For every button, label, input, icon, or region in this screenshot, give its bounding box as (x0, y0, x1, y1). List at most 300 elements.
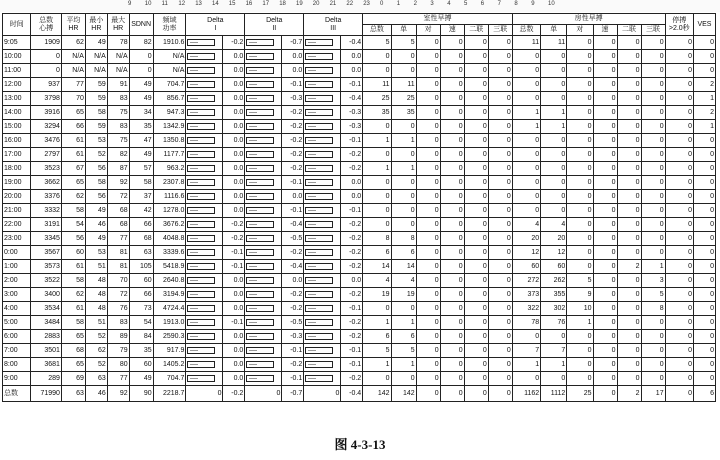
cell-frequency-power: 856.7 (153, 92, 186, 106)
delta-trend-box (304, 92, 341, 106)
cell-ves: 0 (693, 134, 715, 148)
cell-delta-1: 0.0 (223, 148, 245, 162)
cell-delta-3: -0.4 (341, 36, 363, 50)
cell-supraventricular: 60 (512, 260, 540, 274)
cell-ves: 0 (693, 246, 715, 260)
cell-avg-hr: 67 (61, 162, 85, 176)
cell-sdnn: 66 (129, 288, 153, 302)
cell-avg-hr: 60 (61, 246, 85, 260)
cell-min-hr: N/A (85, 64, 107, 78)
cell-frequency-power: 1116.6 (153, 190, 186, 204)
cell-supraventricular: 0 (593, 330, 617, 344)
cell-delta-1: 0.0 (223, 92, 245, 106)
cell-supraventricular: 0 (512, 78, 540, 92)
delta-trend-icon (187, 375, 215, 382)
cell-pause: 0 (665, 64, 693, 78)
cell-ventricular: 0 (416, 358, 440, 372)
cell-max-hr: 76 (107, 302, 129, 316)
cell-ves: 0 (693, 50, 715, 64)
cell-ves: 0 (693, 36, 715, 50)
cell-ventricular: 19 (363, 288, 391, 302)
delta-trend-box (186, 36, 223, 50)
cell-ventricular: 0 (488, 92, 512, 106)
cell-ventricular: 1 (363, 316, 391, 330)
table-row (3, 330, 716, 344)
cell-supraventricular: 0 (617, 302, 641, 316)
table-row (3, 302, 716, 316)
cell-supraventricular: 0 (641, 64, 665, 78)
cell-supraventricular: 76 (541, 316, 567, 330)
ruler-tick-label: 21 (329, 1, 337, 7)
cell-supraventricular: 0 (593, 120, 617, 134)
cell-ventricular: 0 (416, 162, 440, 176)
cell-frequency-power: 1405.2 (153, 358, 186, 372)
cell-frequency-power: N/A (153, 50, 186, 64)
cell-max-hr: N/A (107, 50, 129, 64)
cell-supraventricular: 322 (512, 302, 540, 316)
cell-beats: 3681 (31, 358, 62, 372)
cell-supraventricular: 0 (593, 288, 617, 302)
cell-ventricular: 0 (440, 120, 464, 134)
cell-supraventricular: 7 (512, 344, 540, 358)
cell-avg-hr: 62 (61, 288, 85, 302)
cell-ves: 0 (693, 190, 715, 204)
cell-sdnn: 82 (129, 36, 153, 50)
cell-delta-3: -0.2 (341, 232, 363, 246)
cell-ventricular: 14 (391, 260, 416, 274)
cell-avg-hr: 56 (61, 232, 85, 246)
delta-trend-icon (246, 109, 274, 116)
table-row (3, 372, 716, 386)
cell-total-ventricular: 0 (464, 386, 488, 402)
cell-total-ventricular: 0 (440, 386, 464, 402)
delta-trend-box (186, 204, 223, 218)
table-row (3, 134, 716, 148)
delta-trend-icon (246, 305, 274, 312)
cell-ventricular: 0 (464, 358, 488, 372)
cell-delta-1: 0.0 (223, 106, 245, 120)
delta-trend-icon (246, 165, 274, 172)
ruler-tick-label: 6 (480, 1, 485, 7)
delta-trend-icon (187, 291, 215, 298)
cell-min-hr: 58 (85, 176, 107, 190)
cell-delta-2: -0.2 (282, 288, 304, 302)
cell-ventricular: 0 (416, 204, 440, 218)
cell-pause: 0 (665, 358, 693, 372)
cell-beats: 3522 (31, 274, 62, 288)
cell-ventricular: 0 (464, 246, 488, 260)
cell-avg-hr: 61 (61, 148, 85, 162)
cell-delta-1: 0.0 (223, 162, 245, 176)
cell-supraventricular: 0 (567, 120, 593, 134)
cell-ventricular: 0 (488, 246, 512, 260)
cell-supraventricular: 0 (541, 148, 567, 162)
cell-sdnn: 105 (129, 260, 153, 274)
cell-time: 21:00 (3, 204, 31, 218)
cell-ventricular: 5 (391, 344, 416, 358)
ruler-tick-label: 16 (245, 1, 253, 7)
cell-ventricular: 0 (440, 50, 464, 64)
cell-ventricular: 0 (464, 372, 488, 386)
header-delta-3: Delta III (304, 14, 363, 36)
cell-max-hr: 70 (107, 274, 129, 288)
delta-trend-box (245, 36, 282, 50)
delta-trend-icon (246, 81, 274, 88)
cell-min-hr: 62 (85, 344, 107, 358)
cell-ventricular: 0 (488, 288, 512, 302)
cell-supraventricular: 0 (641, 358, 665, 372)
cell-ventricular: 0 (416, 344, 440, 358)
cell-supraventricular: 0 (567, 106, 593, 120)
cell-avg-hr: 65 (61, 330, 85, 344)
cell-max-hr: 83 (107, 316, 129, 330)
cell-supraventricular: 0 (617, 358, 641, 372)
cell-ventricular: 0 (416, 64, 440, 78)
cell-ventricular: 1 (363, 162, 391, 176)
cell-delta-2: -0.4 (282, 218, 304, 232)
cell-min-hr: 48 (85, 274, 107, 288)
cell-ventricular: 1 (363, 134, 391, 148)
cell-min-hr: 52 (85, 330, 107, 344)
cell-ventricular: 0 (416, 78, 440, 92)
cell-sdnn: 42 (129, 204, 153, 218)
cell-pause: 0 (665, 218, 693, 232)
cell-max-hr: 81 (107, 246, 129, 260)
cell-supraventricular: 7 (541, 344, 567, 358)
cell-supraventricular: 8 (641, 302, 665, 316)
ruler-tick-label: 11 (161, 1, 168, 7)
delta-trend-icon (187, 39, 215, 46)
cell-ventricular: 0 (363, 302, 391, 316)
cell-total-avg-hr: 63 (61, 386, 85, 402)
cell-delta-1: -0.1 (223, 260, 245, 274)
delta-trend-icon (246, 319, 274, 326)
delta-trend-box (186, 106, 223, 120)
cell-frequency-power: 947.3 (153, 106, 186, 120)
cell-supraventricular: 5 (641, 288, 665, 302)
cell-supraventricular: 0 (617, 162, 641, 176)
delta-trend-box (304, 330, 341, 344)
delta-trend-box (186, 218, 223, 232)
cell-ventricular: 0 (488, 260, 512, 274)
cell-ventricular: 35 (391, 106, 416, 120)
cell-ventricular: 0 (416, 36, 440, 50)
cell-delta-3: -0.2 (341, 246, 363, 260)
cell-supraventricular: 0 (567, 232, 593, 246)
delta-trend-box (245, 274, 282, 288)
cell-supraventricular: 0 (593, 372, 617, 386)
cell-ventricular: 0 (391, 372, 416, 386)
delta-trend-icon (305, 291, 333, 298)
delta-trend-box (186, 274, 223, 288)
delta-trend-box (245, 260, 282, 274)
table-total-row (3, 386, 716, 402)
cell-ves: 0 (693, 330, 715, 344)
cell-supraventricular: 0 (641, 316, 665, 330)
cell-ventricular: 8 (391, 232, 416, 246)
delta-trend-icon (305, 53, 333, 60)
cell-ventricular: 0 (391, 148, 416, 162)
cell-supraventricular: 0 (641, 232, 665, 246)
cell-supraventricular: 0 (593, 344, 617, 358)
ruler-tick-label: 9 (531, 1, 535, 7)
cell-supraventricular: 3 (641, 274, 665, 288)
delta-trend-icon (305, 193, 333, 200)
delta-trend-icon (246, 375, 274, 382)
cell-delta-1: -0.2 (223, 36, 245, 50)
delta-trend-box (245, 50, 282, 64)
delta-trend-box (304, 260, 341, 274)
cell-max-hr: 87 (107, 162, 129, 176)
delta-trend-box (245, 246, 282, 260)
cell-delta-3: -0.2 (341, 316, 363, 330)
cell-ventricular: 0 (440, 92, 464, 106)
cell-ventricular: 19 (391, 288, 416, 302)
cell-delta-2: -0.2 (282, 106, 304, 120)
cell-ventricular: 11 (363, 78, 391, 92)
cell-delta-1: 0.0 (223, 372, 245, 386)
delta-trend-box (304, 372, 341, 386)
cell-min-hr: 51 (85, 260, 107, 274)
cell-max-hr: 82 (107, 148, 129, 162)
cell-ves: 2 (693, 106, 715, 120)
cell-supraventricular: 0 (541, 176, 567, 190)
cell-max-hr: 92 (107, 176, 129, 190)
cell-time: 13:00 (3, 92, 31, 106)
cell-total-max-hr: 92 (107, 386, 129, 402)
delta-trend-icon (305, 151, 333, 158)
delta-trend-icon (305, 375, 333, 382)
cell-supraventricular: 12 (512, 246, 540, 260)
cell-supraventricular: 1 (641, 260, 665, 274)
cell-frequency-power: 2640.8 (153, 274, 186, 288)
cell-time: 10:00 (3, 50, 31, 64)
cell-supraventricular: 0 (541, 134, 567, 148)
delta-trend-box (245, 288, 282, 302)
cell-supraventricular: 0 (512, 64, 540, 78)
cell-delta-1: 0.0 (223, 64, 245, 78)
cell-ventricular: 0 (440, 330, 464, 344)
delta-trend-box (304, 358, 341, 372)
cell-ventricular: 0 (488, 274, 512, 288)
cell-min-hr: 52 (85, 358, 107, 372)
cell-delta-3: -0.2 (341, 260, 363, 274)
cell-avg-hr: 61 (61, 302, 85, 316)
cell-supraventricular: 1 (512, 358, 540, 372)
cell-ventricular: 1 (363, 358, 391, 372)
ruler-tick-label: 8 (514, 1, 518, 7)
cell-supraventricular: 0 (641, 36, 665, 50)
cell-ventricular: 0 (363, 148, 391, 162)
delta-trend-icon (246, 263, 274, 270)
cell-total-ventricular: 142 (391, 386, 416, 402)
delta-trend-icon (305, 95, 333, 102)
cell-ventricular: 6 (391, 246, 416, 260)
delta-trend-icon (246, 67, 274, 74)
cell-avg-hr: 61 (61, 260, 85, 274)
delta-trend-box (245, 92, 282, 106)
cell-ventricular: 6 (363, 330, 391, 344)
cell-supraventricular: 0 (617, 288, 641, 302)
cell-supraventricular: 60 (541, 260, 567, 274)
cell-ventricular: 0 (464, 190, 488, 204)
cell-supraventricular: 0 (641, 330, 665, 344)
table-row (3, 218, 716, 232)
cell-supraventricular: 0 (567, 92, 593, 106)
cell-ventricular: 5 (363, 344, 391, 358)
delta-trend-box (186, 148, 223, 162)
cell-min-hr: 53 (85, 134, 107, 148)
cell-ventricular: 0 (440, 260, 464, 274)
cell-delta-2: -0.5 (282, 316, 304, 330)
cell-ventricular: 0 (464, 204, 488, 218)
ruler-tick-label: 22 (346, 1, 354, 7)
cell-time: 19:00 (3, 176, 31, 190)
cell-ventricular: 5 (391, 36, 416, 50)
delta-trend-icon (246, 193, 274, 200)
cell-ves: 0 (693, 232, 715, 246)
cell-supraventricular: 0 (617, 92, 641, 106)
cell-delta-3: -0.3 (341, 120, 363, 134)
delta-trend-box (304, 316, 341, 330)
delta-trend-icon (187, 193, 215, 200)
cell-ventricular: 0 (391, 204, 416, 218)
delta-trend-icon (305, 165, 333, 172)
cell-beats: 3345 (31, 232, 62, 246)
cell-min-hr: 59 (85, 78, 107, 92)
cell-max-hr: N/A (107, 64, 129, 78)
cell-sdnn: 60 (129, 358, 153, 372)
cell-supraventricular: 0 (641, 344, 665, 358)
cell-total-beats: 71990 (31, 386, 62, 402)
cell-supraventricular: 0 (567, 330, 593, 344)
header-pause: 停搏 >2.0秒 (665, 14, 693, 36)
cell-ventricular: 0 (464, 92, 488, 106)
cell-max-hr: 75 (107, 106, 129, 120)
cell-delta-2: -0.2 (282, 302, 304, 316)
header-min-hr: 最小 HR (85, 14, 107, 36)
table-row (3, 316, 716, 330)
cell-ventricular: 0 (391, 64, 416, 78)
cell-supraventricular: 0 (567, 36, 593, 50)
delta-trend-icon (187, 179, 215, 186)
delta-trend-icon (305, 81, 333, 88)
delta-trend-icon (305, 319, 333, 326)
cell-supraventricular: 0 (617, 218, 641, 232)
cell-time: 18:00 (3, 162, 31, 176)
cell-ventricular: 1 (391, 316, 416, 330)
delta-trend-icon (187, 319, 215, 326)
cell-ventricular: 0 (440, 344, 464, 358)
delta-trend-icon (305, 39, 333, 46)
delta-trend-icon (246, 347, 274, 354)
delta-trend-box (245, 176, 282, 190)
cell-delta-3: -0.1 (341, 358, 363, 372)
ruler-tick-label: 9 (128, 1, 132, 7)
cell-supraventricular: 10 (567, 302, 593, 316)
delta-trend-box (186, 288, 223, 302)
table-row (3, 120, 716, 134)
cell-supraventricular: 0 (641, 162, 665, 176)
ruler-tick-label: 14 (212, 1, 219, 7)
cell-beats: 3573 (31, 260, 62, 274)
cell-sdnn: 49 (129, 92, 153, 106)
delta-trend-box (245, 372, 282, 386)
delta-trend-icon (305, 67, 333, 74)
cell-avg-hr: 65 (61, 358, 85, 372)
cell-ventricular: 4 (363, 274, 391, 288)
cell-ventricular: 0 (440, 246, 464, 260)
cell-delta-1: 0.0 (223, 344, 245, 358)
cell-avg-hr: N/A (61, 50, 85, 64)
cell-delta-2: -0.5 (282, 232, 304, 246)
hourly-holter-table-sheet (2, 13, 716, 427)
delta-trend-box (186, 246, 223, 260)
cell-delta-2: -0.1 (282, 372, 304, 386)
cell-supraventricular: 0 (512, 190, 540, 204)
cell-delta-2: -0.2 (282, 246, 304, 260)
cell-supraventricular: 0 (567, 190, 593, 204)
cell-ventricular: 0 (391, 120, 416, 134)
cell-supraventricular: 0 (641, 218, 665, 232)
cell-supraventricular: 0 (617, 50, 641, 64)
ruler-tick-label: 4 (447, 1, 451, 7)
cell-min-hr: 58 (85, 106, 107, 120)
cell-ventricular: 0 (464, 50, 488, 64)
cell-supraventricular: 1 (512, 120, 540, 134)
cell-frequency-power: 4724.4 (153, 302, 186, 316)
cell-delta-3: 0.0 (341, 190, 363, 204)
delta-trend-box (186, 50, 223, 64)
cell-max-hr: 68 (107, 218, 129, 232)
cell-beats: 3523 (31, 162, 62, 176)
cell-beats: 3916 (31, 106, 62, 120)
cell-avg-hr: 66 (61, 120, 85, 134)
delta-trend-icon (187, 151, 215, 158)
delta-trend-icon (246, 95, 274, 102)
delta-trend-box (186, 134, 223, 148)
cell-min-hr: 49 (85, 36, 107, 50)
delta-trend-icon (305, 249, 333, 256)
cell-ventricular: 11 (391, 78, 416, 92)
cell-avg-hr: 62 (61, 190, 85, 204)
delta-trend-icon (246, 207, 274, 214)
cell-ventricular: 14 (363, 260, 391, 274)
delta-trend-box (304, 204, 341, 218)
cell-delta-3: -0.1 (341, 78, 363, 92)
cell-supraventricular: 0 (567, 78, 593, 92)
header-ventricular-premature: 室性早搏 (363, 14, 513, 25)
cell-supraventricular: 1 (541, 120, 567, 134)
cell-supraventricular: 0 (617, 36, 641, 50)
cell-total-supraventricular: 25 (567, 386, 593, 402)
cell-frequency-power: 704.7 (153, 372, 186, 386)
cell-supraventricular: 0 (567, 64, 593, 78)
delta-trend-icon (305, 333, 333, 340)
cell-ventricular: 0 (391, 302, 416, 316)
cell-frequency-power: 3676.2 (153, 218, 186, 232)
cell-beats: 3191 (31, 218, 62, 232)
cell-supraventricular: 5 (567, 274, 593, 288)
cell-avg-hr: 58 (61, 316, 85, 330)
cell-ventricular: 0 (488, 176, 512, 190)
cell-frequency-power: 1913.0 (153, 316, 186, 330)
cell-pause: 0 (665, 232, 693, 246)
cell-supraventricular: 0 (593, 92, 617, 106)
cell-time: 23:00 (3, 232, 31, 246)
cell-delta-1: 0.0 (223, 190, 245, 204)
cell-ves: 0 (693, 274, 715, 288)
